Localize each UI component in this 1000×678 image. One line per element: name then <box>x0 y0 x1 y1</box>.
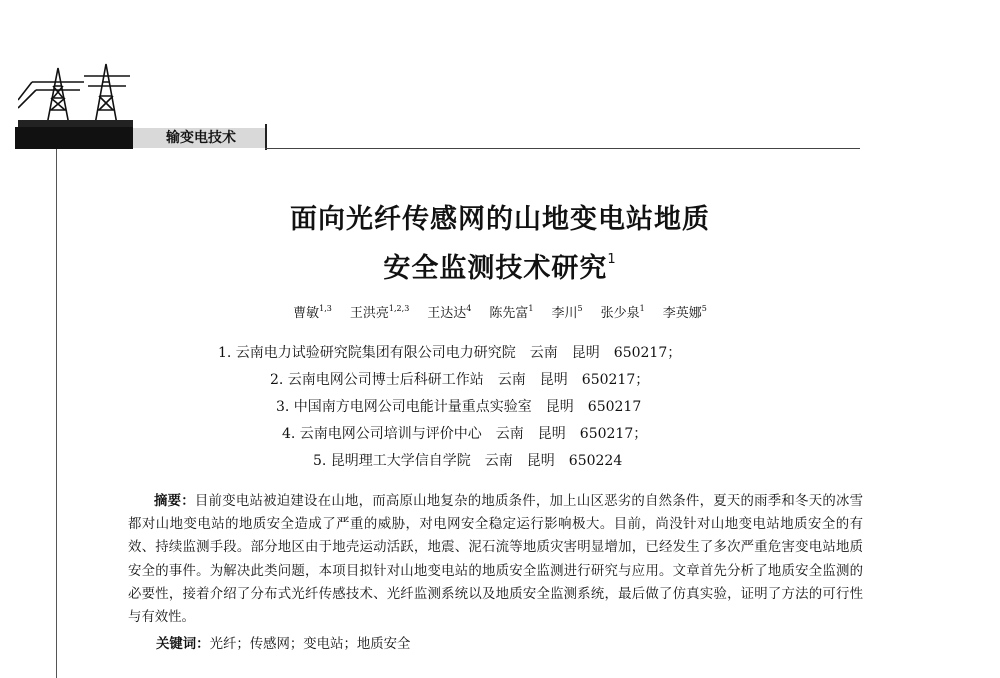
author-name-text: 王达达 <box>427 306 467 321</box>
author-name-text: 李川 <box>551 306 578 321</box>
author-name <box>601 306 645 321</box>
transmission-tower-logo <box>18 60 133 132</box>
author-name-text: 张少泉 <box>600 306 640 321</box>
affiliation-2: 2. 云南电网公司博士后科研工作站 云南 昆明 650217； <box>270 372 650 388</box>
author-affiliation-mark: 4 <box>466 304 472 313</box>
header-bracket <box>265 124 267 150</box>
abstract <box>128 490 863 629</box>
keywords-text: 光纤；传感网；变电站；地质安全 <box>209 637 411 652</box>
author-name-text: 李英娜 <box>662 306 702 321</box>
affiliation-4: 4. 云南电网公司培训与评价中心 云南 昆明 650217； <box>282 426 648 442</box>
author-name <box>489 306 533 321</box>
keywords <box>156 633 410 652</box>
author-affiliation-mark: 5 <box>701 304 707 313</box>
author-name-text: 陈先富 <box>489 306 529 321</box>
author-name <box>293 306 332 321</box>
paper-title-line1: 面向光纤传感网的山地变电站地质 <box>290 204 710 235</box>
affiliation-5: 5. 昆明理工大学信自学院 云南 昆明 650224 <box>313 453 623 469</box>
title-footnote-mark: 1 <box>607 252 617 267</box>
author-name <box>552 306 583 321</box>
author-affiliation-mark: 1 <box>528 304 534 313</box>
abstract-text: 目前变电站被迫建设在山地，而高原山地复杂的地质条件，加上山区恶劣的自然条件，夏天的雨季和冬天的冰雪都对山地变电站的地质安全造成了严重的威胁，对电网安全稳定运行影响极大。目前，尚没针对山地变电站地质安全的有效、持续监测手段。部分地区由于地壳运动活跃，地震、泥石流等地质灾害明显增加，已经发生了多次严重危害变电站地质安全的事件。为解决此类问题，本项目拟针对山地变电站的地质安全监测进行研究与应用。文章首先分析了地质安全监测的必要性，接着介绍了分布式光纤传感技术、光纤监测系统以及地质安全监测系统，最后做了仿真实验，证明了方法的可行性与有效性。 <box>128 494 863 626</box>
author-affiliation-mark: 1,2,3 <box>388 304 410 313</box>
abstract-label: 摘要： <box>154 494 195 509</box>
author-name-text: 曹敏 <box>293 306 320 321</box>
affiliation-1: 1. 云南电力试验研究院集团有限公司电力研究院 云南 昆明 650217； <box>218 345 682 361</box>
author-name <box>663 306 707 321</box>
author-affiliation-mark: 1,3 <box>319 304 332 313</box>
paper-title-line2: 安全监测技术研究$^1$ <box>383 252 617 284</box>
author-affiliation-mark: 5 <box>577 304 583 313</box>
author-name-text: 王洪亮 <box>349 306 389 321</box>
affiliation-3: 3. 中国南方电网公司电能计量重点实验室 昆明 650217 <box>276 399 642 415</box>
keywords-label: 关键词： <box>156 637 210 652</box>
header-bar <box>15 127 133 149</box>
top-rule <box>265 148 860 149</box>
author-affiliation-mark: 1 <box>639 304 645 313</box>
author-list <box>0 302 1000 321</box>
author-name <box>350 306 409 321</box>
section-label: 输变电技术 <box>166 130 236 146</box>
author-name <box>427 306 471 321</box>
